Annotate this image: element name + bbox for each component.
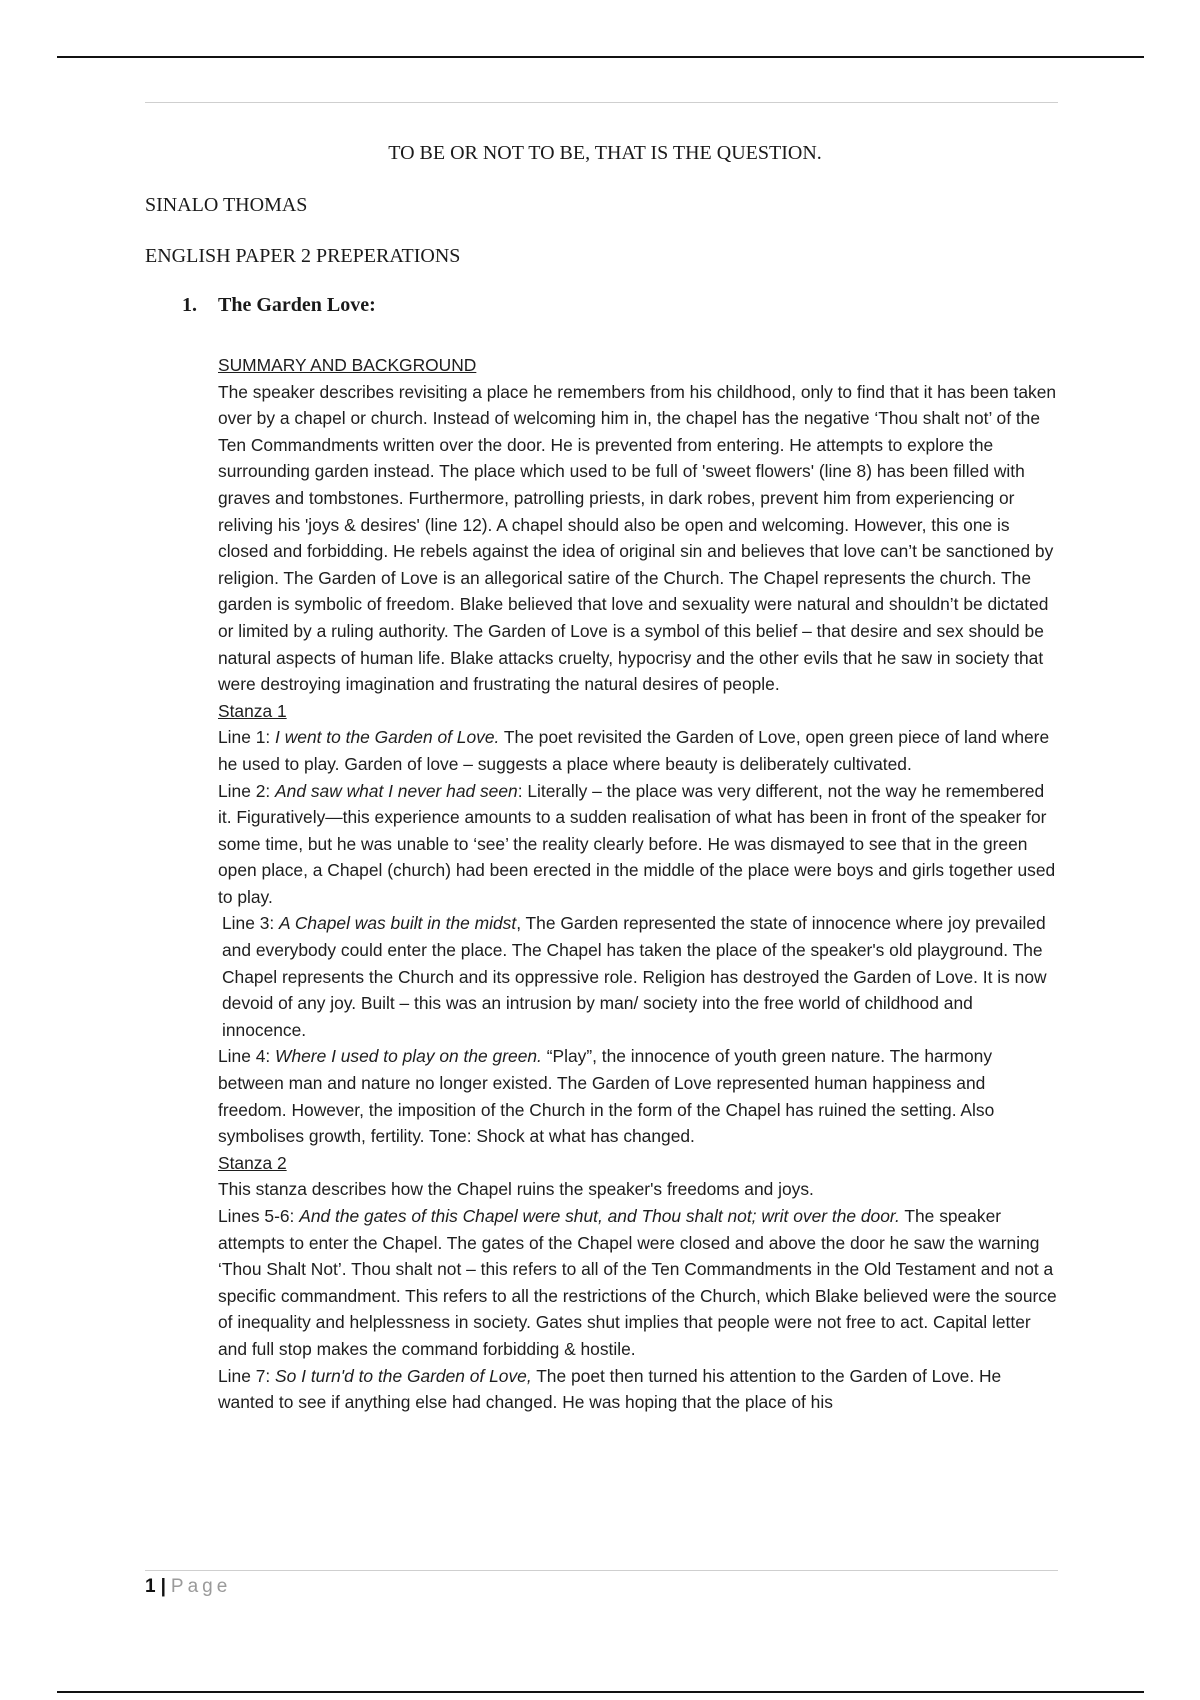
line-text: The poet then turned his attention to the Garden of Love. He wanted to see if anything else had changed. He was hoping that the place of his	[218, 1365, 1002, 1413]
section-number: 1.	[182, 294, 197, 316]
line-label: Line 3:	[222, 913, 280, 934]
line7-paragraph	[218, 1363, 1058, 1416]
paper-title: ENGLISH PAPER 2 PREPERATIONS	[145, 245, 461, 267]
footer-separator: |	[160, 1576, 167, 1597]
line-label: Line 4:	[218, 1046, 276, 1067]
line-quote: And saw what I never had seen	[275, 780, 518, 801]
top-rule	[57, 56, 1144, 58]
stanza1-heading: Stanza 1	[218, 700, 287, 721]
line-quote: Where I used to play on the green.	[275, 1046, 542, 1067]
page-label: Page	[170, 1576, 232, 1597]
line-text: , The Garden represented the state of innocence where joy prevailed and everybody could enter the place. The Chapel has taken the place of the speaker's old playground. The Chapel represents the Church and its oppressive role. Religion has destroyed the Garden of Love. It is now devoid of any joy. Built – this was an intrusion by man/ society into the free world of childhood and innocence.	[222, 913, 1047, 1040]
line-quote: A Chapel was built in the midst	[279, 913, 517, 934]
line-quote: So I turn'd to the Garden of Love,	[275, 1365, 532, 1386]
header-line	[145, 102, 1058, 103]
line-label: Line 1:	[218, 727, 276, 748]
line-label: Lines 5-6:	[218, 1206, 300, 1226]
line-text: The poet revisited the Garden of Love, open green piece of land where he used to play. Garden of love – suggests a place where beauty is deliberately cultivated.	[218, 727, 1050, 774]
line4-paragraph	[218, 1043, 1058, 1149]
footer-line	[145, 1570, 1058, 1571]
section-heading	[182, 294, 376, 317]
page-footer	[145, 1576, 231, 1598]
line-quote: And the gates of this Chapel were shut, and Thou shalt not; writ over the door.	[299, 1206, 900, 1226]
summary-heading: SUMMARY AND BACKGROUND	[218, 355, 477, 375]
stanza2-heading: Stanza 2	[218, 1152, 287, 1173]
line3-paragraph	[218, 910, 1058, 1043]
line-text: : Literally – the place was very different, not the way he remembered it. Figuratively—this experience amounts to a sudden realisation of what has been in front of the speaker for some time, but he was unable to ‘see’ the reality clearly before. He was dismayed to see that in the green open place, a Chapel (church) had been erected in the middle of the place were boys and girls together used to play.	[218, 780, 1056, 907]
summary-paragraph: The speaker describes revisiting a place he remembers from his childhood, only to find that it has been taken over by a chapel or church. Instead of welcoming him in, the chapel has the negative ‘Thou shalt not’ of the Ten Commandments written over the door. He is prevented from entering. He attempts to explore the surrounding garden instead. The place which used to be full of 'sweet flowers' (line 8) has been filled with graves and tombstones. Furthermore, patrolling priests, in dark robes, prevent him from experiencing or reliving his 'joys & desires' (line 12). A chapel should also be open and welcoming. However, this one is closed and forbidding. He rebels against the idea of original sin and believes that love can’t be sanctioned by religion. The Garden of Love is an allegorical satire of the Church. The Chapel represents the church. The garden is symbolic of freedom. Blake believed that love and sexuality were natural and shouldn’t be dictated or limited by a ruling authority. The Garden of Love is a symbol of this belief – that desire and sex should be natural aspects of human life. Blake attacks cruelty, hypocrisy and the other evils that he saw in society that were destroying imagination and frustrating the natural desires of people.	[218, 381, 1057, 695]
line2-paragraph	[218, 778, 1058, 911]
section-title: The Garden Love:	[218, 294, 376, 316]
author-name: SINALO THOMAS	[145, 194, 308, 216]
line1-paragraph	[218, 724, 1058, 777]
document-title: TO BE OR NOT TO BE, THAT IS THE QUESTION.	[388, 142, 822, 164]
page-number: 1	[145, 1576, 157, 1597]
lines56-paragraph	[218, 1203, 1058, 1363]
line-label: Line 7:	[218, 1365, 276, 1386]
line-label: Line 2:	[218, 780, 276, 801]
line-text: The speaker attempts to enter the Chapel. The gates of the Chapel were closed and above the door he saw the warning ‘Thou Shalt Not’. Thou shalt not – this refers to all of the Ten Commandments in the Old Testament and not a specific commandment. This refers to all the restrictions of the Church, which Blake believed were the source of inequality and helplessness in society. Gates shut implies that people were not free to act. Capital letter and full stop makes the command forbidding & hostile.	[218, 1206, 1057, 1359]
line-quote: I went to the Garden of Love.	[275, 727, 500, 748]
document-body	[218, 352, 1058, 1416]
line-text: “Play”, the innocence of youth green nature. The harmony between man and nature no longer existed. The Garden of Love represented human happiness and freedom. However, the imposition of the Church in the form of the Chapel has ruined the setting. Also symbolises growth, fertility. Tone: Shock at what has changed.	[218, 1046, 995, 1147]
bottom-rule	[57, 1691, 1144, 1693]
stanza2-intro: This stanza describes how the Chapel ruins the speaker's freedoms and joys.	[218, 1179, 814, 1200]
